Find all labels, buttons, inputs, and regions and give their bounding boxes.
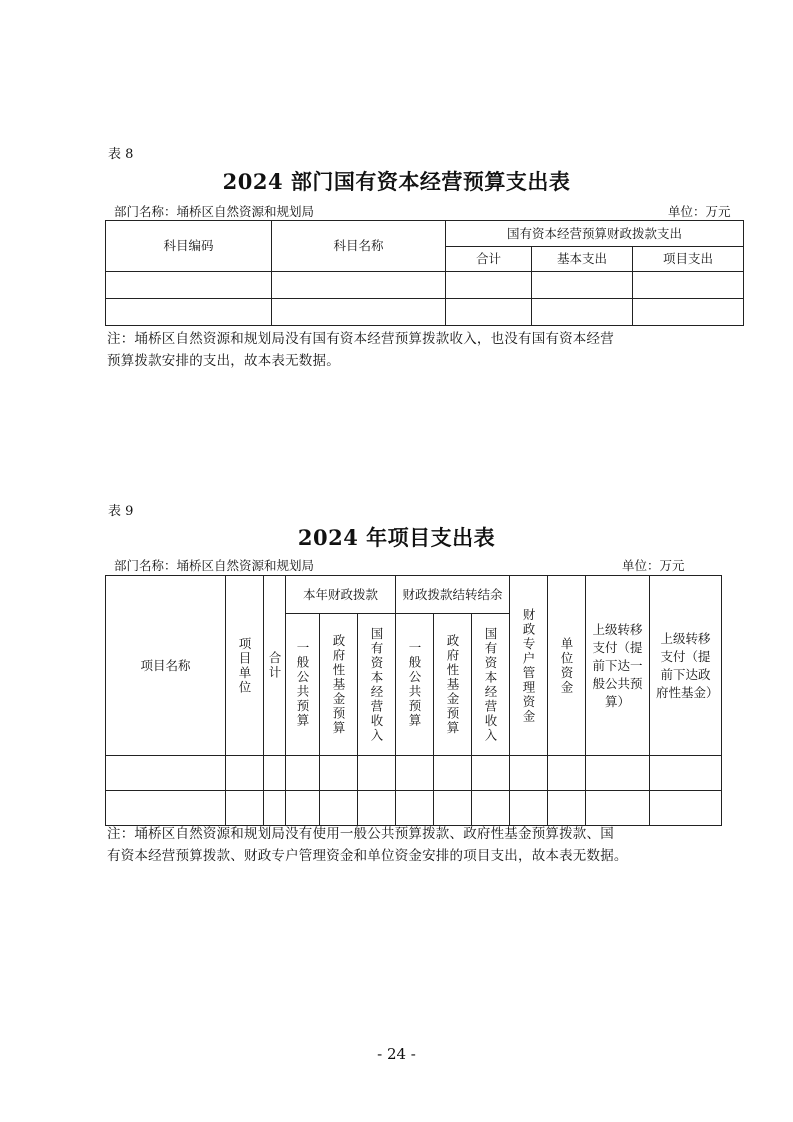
header-subject-name: 科目名称 bbox=[272, 221, 446, 272]
header-total: 合计 bbox=[446, 247, 532, 272]
table9-unit: 单位：万元 bbox=[622, 558, 685, 573]
header-state-capital-income: 国有资本经营收入 bbox=[369, 626, 385, 743]
table9-label: 表 9 bbox=[108, 504, 134, 519]
header-project-name: 项目名称 bbox=[106, 576, 226, 756]
table8-note-line1: 注：埇桥区自然资源和规划局没有国有资本经营预算拨款收入，也没有国有资本经营 bbox=[107, 331, 614, 347]
table8-label: 表 8 bbox=[108, 147, 134, 162]
table9-note bbox=[107, 823, 747, 867]
header-subject-code: 科目编码 bbox=[106, 221, 272, 272]
header-project-expenditure: 项目支出 bbox=[633, 247, 744, 272]
table-row bbox=[106, 272, 744, 299]
table8-department: 部门名称：埇桥区自然资源和规划局 bbox=[114, 204, 315, 219]
table-row bbox=[106, 299, 744, 326]
table8-note bbox=[107, 328, 747, 372]
table8-title: 2024 部门国有资本经营预算支出表 bbox=[222, 169, 571, 194]
header-government-fund: 政府性基金预算 bbox=[331, 633, 346, 736]
table8-unit: 单位：万元 bbox=[668, 204, 731, 219]
header-general-budget: 一般公共预算 bbox=[295, 641, 310, 728]
header-carry-government-fund: 政府性基金预算 bbox=[445, 633, 461, 736]
header-transfer-fund: 上级转移支付（提前下达政府性基金） bbox=[650, 576, 722, 756]
header-transfer-general: 上级转移支付（提前下达一般公共预算） bbox=[586, 576, 650, 756]
header-carry-state-capital-income: 国有资本经营收入 bbox=[483, 626, 499, 743]
header-basic-expenditure: 基本支出 bbox=[532, 247, 633, 272]
table9-note-line2: 有资本经营预算拨款、财政专户管理资金和单位资金安排的项目支出，故本表无数据。 bbox=[107, 848, 628, 864]
header-current-year-appropriation: 本年财政拨款 bbox=[286, 576, 396, 614]
header-carry-general-budget: 一般公共预算 bbox=[407, 641, 423, 728]
header-project-unit: 项目单位 bbox=[237, 636, 252, 695]
table9-title: 2024 年项目支出表 bbox=[297, 525, 496, 550]
table9-note-line1: 注：埇桥区自然资源和规划局没有使用一般公共预算拨款、政府性基金预算拨款、国 bbox=[107, 826, 614, 842]
table9-grid bbox=[105, 575, 722, 826]
header-unit-funds: 单位资金 bbox=[559, 636, 575, 695]
header-state-capital-expenditure: 国有资本经营预算财政拨款支出 bbox=[446, 221, 744, 247]
header-carryover: 财政拨款结转结余 bbox=[396, 576, 510, 614]
table-row bbox=[106, 756, 722, 791]
header-total: 合计 bbox=[267, 651, 282, 680]
header-special-account-funds: 财政专户管理资金 bbox=[521, 607, 537, 724]
table-row bbox=[106, 791, 722, 826]
page-number: - 24 - bbox=[377, 1045, 416, 1063]
table8-grid bbox=[105, 220, 744, 326]
table9-department: 部门名称：埇桥区自然资源和规划局 bbox=[114, 558, 315, 573]
table8-note-line2: 预算拨款安排的支出，故本表无数据。 bbox=[107, 353, 340, 369]
